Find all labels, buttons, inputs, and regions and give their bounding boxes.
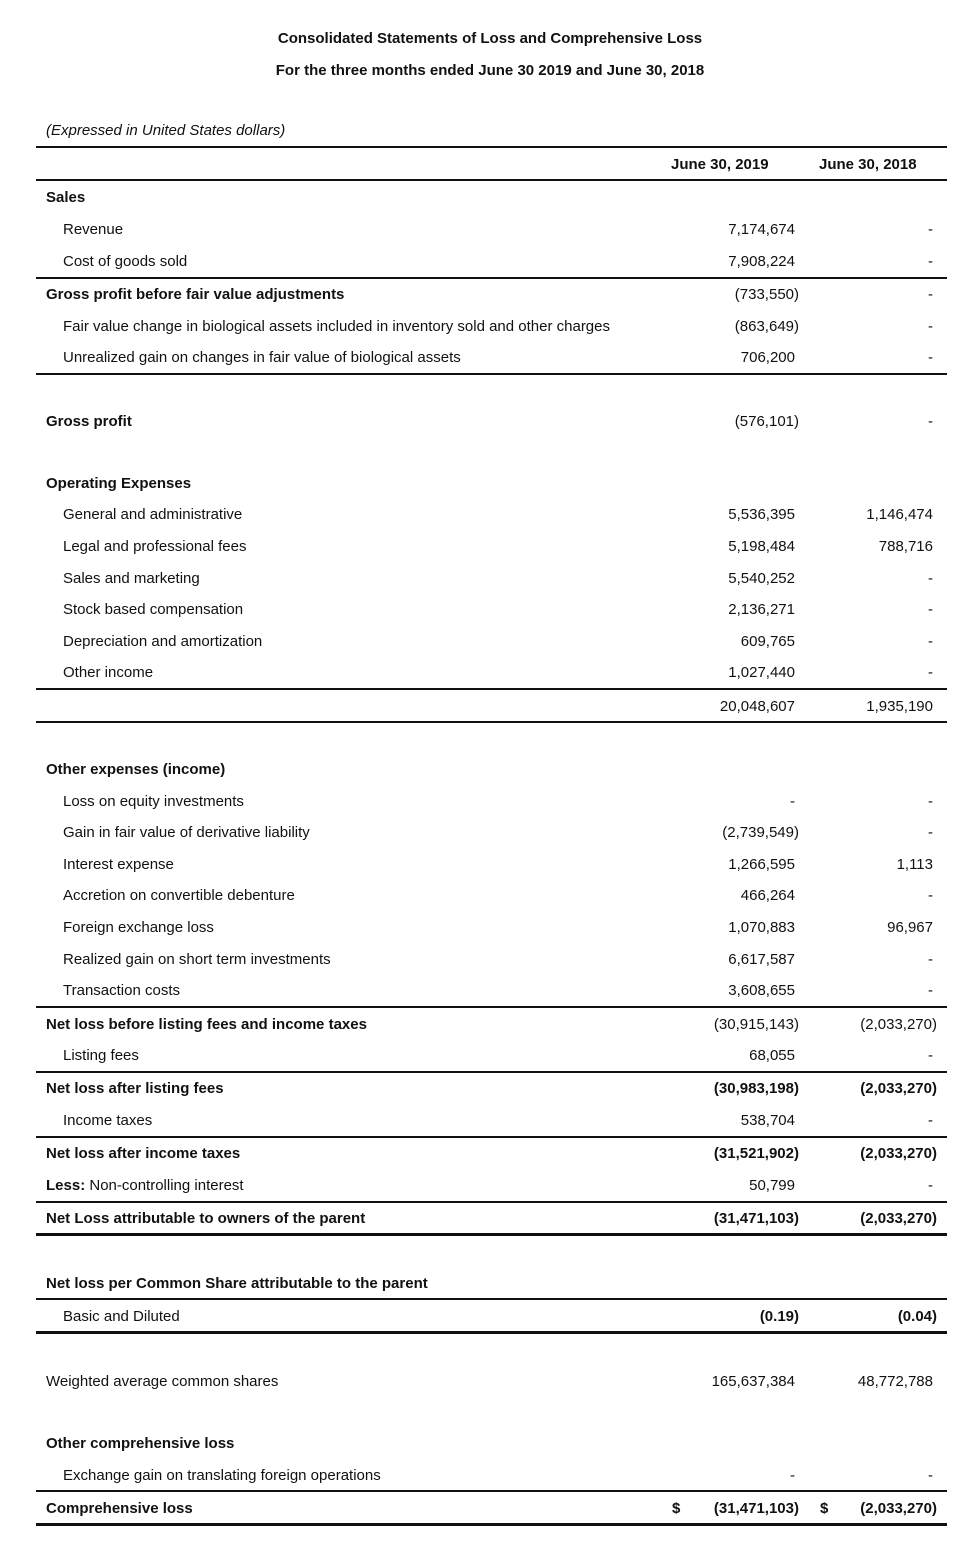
table-row: Exchange gain on translating foreign operations - - [63,1467,933,1484]
table-row: Stock based compensation 2,136,271 - [63,601,933,618]
divider [36,277,947,279]
subtotal-row: Gross profit before fair value adjustments (733,550) - [46,286,933,303]
table-row: Legal and professional fees 5,198,484 788,716 [63,538,933,555]
double-divider [36,1233,947,1236]
subtotal-row: Net loss after income taxes (31,521,902) (2,033,270) [46,1145,937,1162]
table-row: Interest expense 1,266,595 1,113 [63,856,933,873]
table-row: Loss on equity investments - - [63,793,933,810]
statement-title: Consolidated Statements of Loss and Comprehensive Loss [277,30,703,47]
divider [36,1006,947,1008]
section-other-expenses: Other expenses (income) [46,761,226,778]
section-ocl: Other comprehensive loss [46,1435,235,1452]
opex-total-row: 20,048,607 1,935,190 [719,698,933,715]
net-loss-attributable-row: Net Loss attributable to owners of the parent (31,471,103) (2,033,270) [46,1210,937,1227]
divider [36,1298,947,1300]
section-operating-expenses: Operating Expenses [46,475,192,492]
table-row: Sales and marketing 5,540,252 - [63,570,933,587]
column-header-2019: June 30, 2019 [671,156,769,173]
currency-symbol: $ [672,1500,681,1517]
table-row: Depreciation and amortization 609,765 - [63,633,933,650]
divider [36,373,947,375]
divider [36,1136,947,1138]
table-row: Other income 1,027,440 - [63,664,933,681]
table-row: Transaction costs 3,608,655 - [63,982,933,999]
statement-subtitle: For the three months ended June 30 2019 and June 30, 2018 [275,62,705,79]
table-row: Cost of goods sold 7,908,224 - [63,253,933,270]
divider [36,146,947,148]
section-eps: Net loss per Common Share attributable to the parent [46,1275,428,1292]
double-divider [36,1523,947,1526]
column-header-2018: June 30, 2018 [819,156,917,173]
table-row: Weighted average common shares 165,637,384 48,772,788 [46,1373,933,1390]
table-row: Accretion on convertible debenture 466,264 - [63,887,933,904]
subtotal-row: Net loss before listing fees and income taxes (30,915,143) (2,033,270) [46,1016,937,1033]
divider [36,721,947,723]
table-row: Income taxes 538,704 - [63,1112,933,1129]
section-sales: Sales [46,189,86,206]
table-row: Realized gain on short term investments 6,617,587 - [63,951,933,968]
divider [36,688,947,690]
divider [36,1490,947,1492]
table-row: Foreign exchange loss 1,070,883 96,967 [63,919,933,936]
gross-profit-row: Gross profit (576,101) - [46,413,933,430]
comprehensive-loss-row: Comprehensive loss $ (31,471,103) $ (2,033,270) [46,1500,937,1517]
double-divider [36,1331,947,1334]
currency-symbol: $ [820,1500,829,1517]
subtotal-row: Net loss after listing fees (30,983,198) (2,033,270) [46,1080,937,1097]
units-note: (Expressed in United States dollars) [46,122,286,139]
table-row: Revenue 7,174,674 - [63,221,933,238]
divider [36,1201,947,1203]
divider [36,1071,947,1073]
table-row: Less: Non-controlling interest 50,799 - [46,1177,933,1194]
table-row: General and administrative 5,536,395 1,146,474 [63,506,933,523]
divider [36,179,947,181]
table-row: Fair value change in biological assets included in inventory sold and other charges (863,649) - [63,318,933,335]
table-row: Unrealized gain on changes in fair value of biological assets 706,200 - [63,349,933,366]
table-row: Listing fees 68,055 - [63,1047,933,1064]
table-row: Gain in fair value of derivative liability (2,739,549) - [63,824,933,841]
table-row: Basic and Diluted (0.19) (0.04) [63,1308,937,1325]
